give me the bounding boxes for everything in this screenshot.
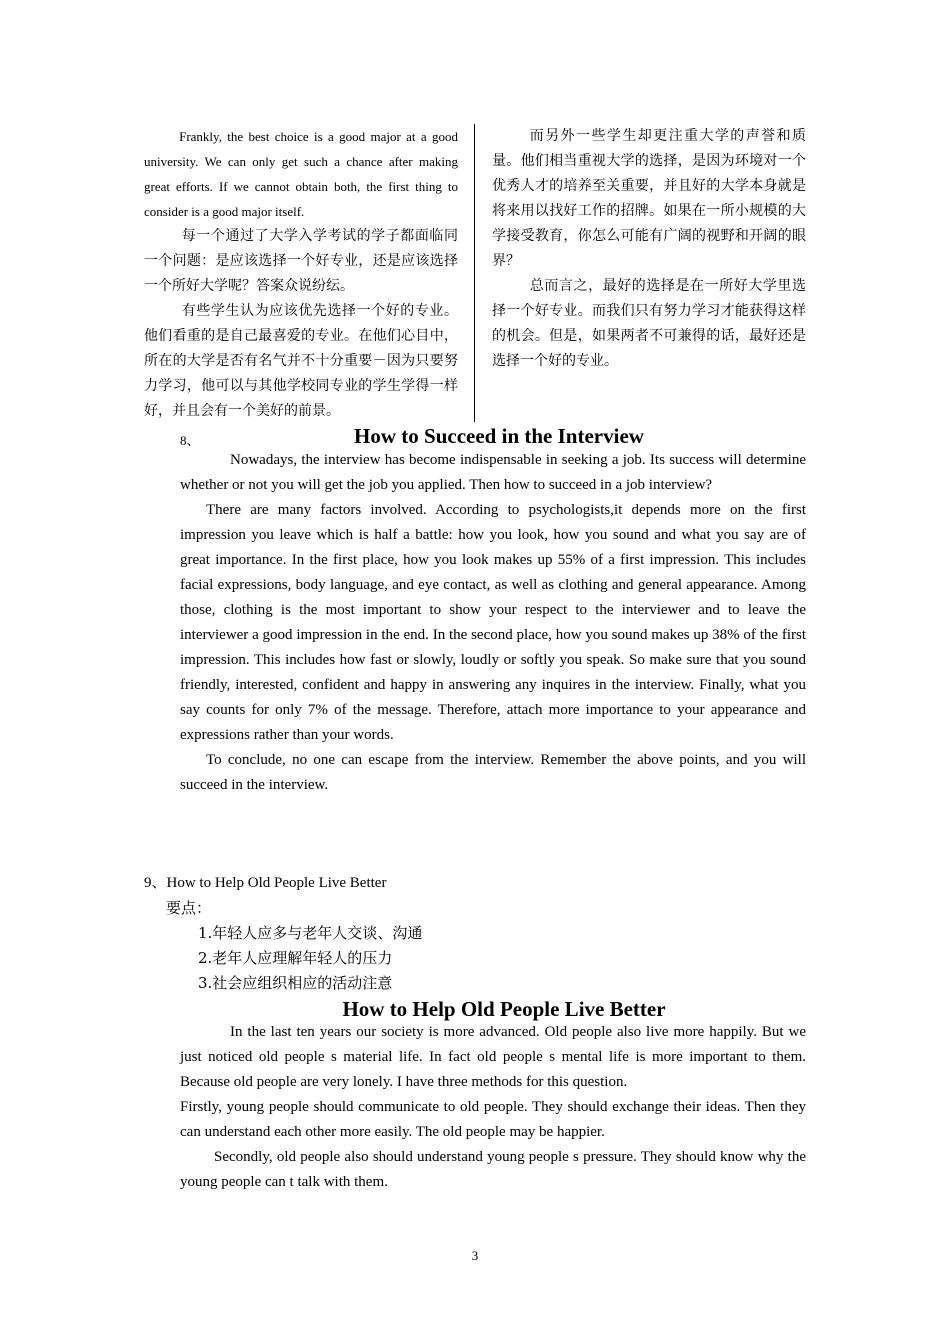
right-column [492, 124, 806, 374]
section-9-paragraph: Secondly, old people also should understand young people s pressure. They should know why the young people can t talk with them. [180, 1149, 806, 1190]
section-8-title: How to Succeed in the Interview [354, 424, 644, 448]
section-9-body [180, 1020, 806, 1195]
section-9-heading: 9、How to Help Old People Live Better [144, 875, 387, 891]
left-column [144, 124, 458, 424]
points-label: 要点： [166, 899, 212, 917]
section-8-number: 8、 [180, 433, 200, 448]
left-paragraph: 每一个通过了大学入学考试的学子都面临同一个问题：是应该选择一个好专业，还是应该选择一个所好大学呢？答案众说纷纭。 [144, 228, 458, 294]
section-8-body [180, 448, 806, 798]
page-number: 3 [471, 1248, 479, 1263]
points-list [198, 921, 422, 996]
point-item: 3.社会应组织相应的活动注意 [198, 974, 393, 992]
column-divider [474, 124, 475, 422]
point-item: 1.年轻人应多与老年人交谈、沟通 [198, 924, 423, 942]
section-9-paragraph: In the last ten years our society is more advanced. Old people also live more happily. But we just noticed old people s material life. In fact old people s mental life is more important to them. Because old people are very lonely. I have three methods for this question. [180, 1024, 806, 1090]
section-8-paragraph: To conclude, no one can escape from the interview. Remember the above points, and you will succeed in the interview. [180, 752, 806, 793]
left-paragraph: Frankly, the best choice is a good major at a good university. We can only get such a chance after making great efforts. If we cannot obtain both, the first thing to consider is a good major itself. [144, 129, 458, 219]
left-paragraph: 有些学生认为应该优先选择一个好的专业。他们看重的是自己最喜爱的专业。在他们心目中，所在的大学是否有名气并不十分重要－因为只要努力学习，他可以与其他学校同专业的学生学得一样好，并且会有一个美好的前景。 [144, 303, 458, 419]
right-paragraph: 总而言之，最好的选择是在一所好大学里选择一个好专业。而我们只有努力学习才能获得这样的机会。但是，如果两者不可兼得的话，最好还是选择一个好的专业。 [492, 278, 806, 369]
section-9-title: How to Help Old People Live Better [342, 997, 666, 1021]
point-item: 2.老年人应理解年轻人的压力 [198, 949, 393, 967]
section-9-paragraph: Firstly, young people should communicate to old people. They should exchange their ideas. Then they can understand each other more easily. The old people may be happier. [180, 1099, 806, 1140]
section-8-paragraph: Nowadays, the interview has become indispensable in seeking a job. Its success will determine whether or not you will get the job you applied. Then how to succeed in a job interview? [180, 452, 806, 493]
section-8-paragraph: There are many factors involved. According to psychologists,it depends more on the first impression you leave which is half a battle: how you look, how you sound and what you say are of great importance. In the first place, how you look makes up 55% of a first impression. This includes facial expressions, body language, and eye contact, as well as clothing and general appearance. Among those, clothing is the most important to show your respect to the interviewer and to leave the interviewer a good impression in the end. In the second place, how you sound makes up 38% of the first impression. This includes how fast or slowly, loudly or softly you speak. So make sure that you sound friendly, interested, confident and happy in answering any inquires in the interview. Finally, what you say counts for only 7% of the message. Therefore, attach more importance to your appearance and expressions rather than your words. [180, 502, 806, 743]
right-paragraph: 而另外一些学生却更注重大学的声誉和质量。他们相当重视大学的选择，是因为环境对一个优秀人才的培养至关重要，并且好的大学本身就是将来用以找好工作的招牌。如果在一所小规模的大学接受教育，你怎么可能有广阔的视野和开阔的眼界？ [492, 128, 806, 269]
